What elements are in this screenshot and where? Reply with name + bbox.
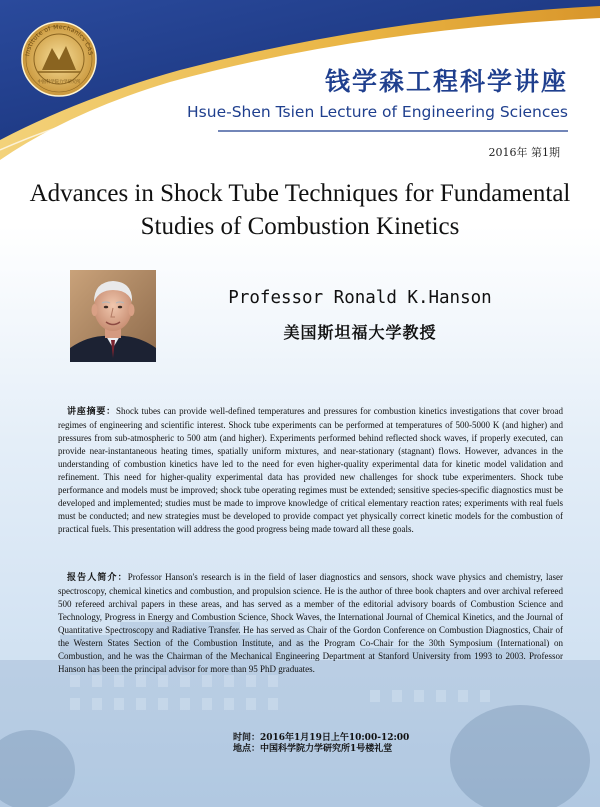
bio-paragraph [58, 571, 563, 676]
logo-ring-text: Institute of Mechanics CAS [24, 23, 94, 57]
lecture-series-chinese: 钱学森工程科学讲座 [324, 67, 568, 96]
talk-title-line2: Studies of Combustion Kinetics [140, 213, 460, 240]
event-time: 时间：2016年1月19日上午10:00-12:00 [233, 733, 410, 743]
talk-title [20, 177, 580, 243]
lecture-series-english: Hsue-Shen Tsien Lecture of Engineering Sciences [187, 103, 568, 121]
bio-label: 报告人简介： [67, 573, 128, 583]
event-place: 地点：中国科学院力学研究所1号楼礼堂 [233, 744, 393, 754]
abstract-paragraph [58, 405, 563, 536]
institute-logo [22, 22, 96, 96]
speaker-name: Professor Ronald K.Hanson [228, 288, 492, 308]
abstract-text: Shock tubes can provide well-defined temperatures and pressures for combustion kinetics investigations that cover broad regimes of engineering and scientific interest. Shock tube experiments can be performed at temperatures of 500-5000 K (and higher) and pressures from sub-atmospheric to 500 atm (and higher). Experiments performed behind reflected shock waves, if properly executed, can provide near-instantaneous heating times, spatially uniform mixtures, and near-stationary (stagnant) flows. However, advances in the understanding of combustion kinetics have led to the need for even higher-quality experimental data for kinetic model validation and refinement. This need for higher-quality experimental data has provided new challenges for shock tube experimenters. Shock tube performance and models must be improved; shock tube operating regimes must be extended; sensitive species-specific diagnostics must be developed and implemented; studies must be made to improve knowledge of critical elementary reaction rates; experiments with real fuels must be conducted; and new strategies must be developed to provide compact yet physically correct kinetic models for the combustion of practical fuels. This presentation will address the good progress being made toward all these goals. [58, 406, 563, 534]
bio-text: Professor Hanson's research is in the field of laser diagnostics and sensors, shock wave physics and chemistry, laser spectroscopy, chemical kinetics and combustion, and propulsion science. He is the author of three book chapters and over archival refereed 500 refereed archival papers in these areas, and has served as a member of the editorial advisory boards of Combustion Science and Technology, Progress in Energy and Combustion Science, Shock Waves, the International Journal of Chemical Kinetics, and the Journal of Quantitative Spectroscopy and Radiative Transfer. He has served as Chair of the Gordon Conference on Combustion Diagnostics, Chair of the Western States Section of the Combustion Institute, and as the Program Co-Chair for the 30th Symposium (International) on Combustion, and he was the Chairman of the Mechanical Engineering Department at Stanford University from 1993 to 2003. Professor Hanson has been the principal advisor for more than 95 PhD graduates. [58, 572, 563, 674]
talk-title-line1: Advances in Shock Tube Techniques for Fundamental [29, 180, 571, 207]
issue-number: 2016年 第1期 [488, 146, 560, 159]
speaker-affiliation: 美国斯坦福大学教授 [283, 323, 437, 342]
speaker-portrait [70, 270, 156, 362]
logo-inner-text: 中国科学院力学研究所 [37, 80, 81, 85]
abstract-label: 讲座摘要： [67, 407, 116, 417]
